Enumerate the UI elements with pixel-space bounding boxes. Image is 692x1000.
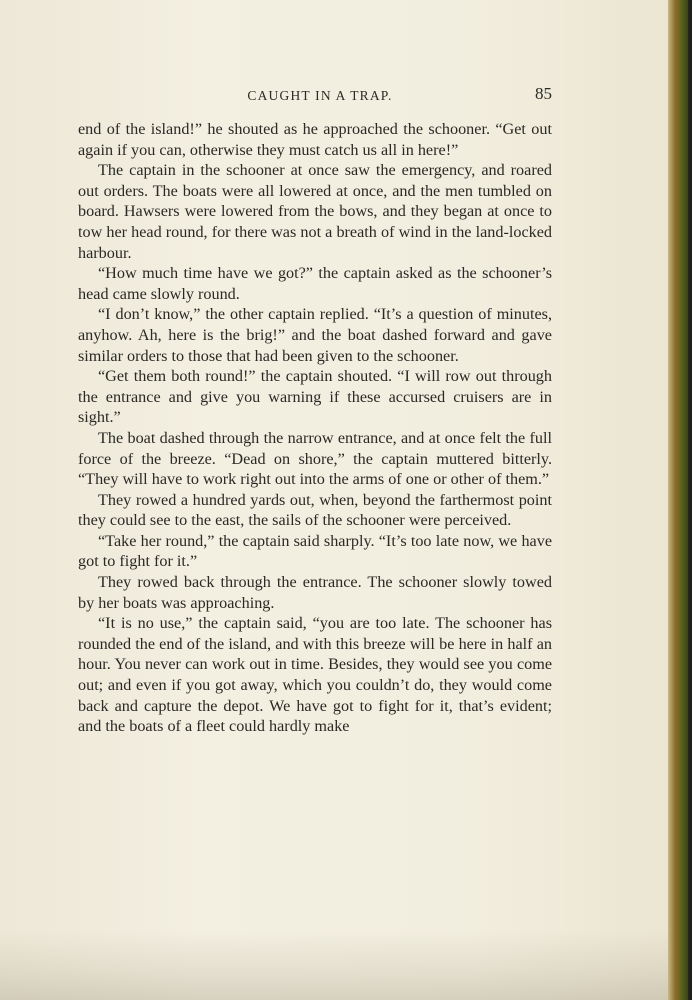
paragraph: “Take her round,” the captain said sharply. “It’s too late now, we have got to fight for it.”: [78, 531, 552, 571]
running-title: CAUGHT IN A TRAP.: [247, 88, 393, 103]
page-header: [78, 84, 552, 106]
paragraph: “Get them both round!” the captain shouted. “I will row out through the entrance and give you warning if these accursed cruisers are in sight.”: [78, 367, 552, 427]
paragraph: end of the island!” he shouted as he approached the schooner. “Get out again if you can, otherwise they must catch us all in here!”: [78, 120, 552, 159]
body-text: [78, 119, 552, 737]
page-shadow: [0, 930, 668, 1000]
paragraph: The boat dashed through the narrow entrance, and at once felt the full force of the breeze. “Dead on shore,” the captain muttered bitterly. “They will have to work right out into the arms of one or other of them.”: [78, 428, 552, 489]
page-number: 85: [535, 84, 552, 103]
paragraph: They rowed a hundred yards out, when, beyond the farthermost point they could see to the east, the sails of the schooner were perceived.: [78, 490, 552, 530]
paragraph: The captain in the schooner at once saw the emergency, and roared out orders. The boats were all lowered at once, and the men tumbled on board. Hawsers were lowered from the bows, and they began at once to tow her head round, for there was not a breath of wind in the land-locked harbour.: [78, 161, 552, 262]
paragraph: “It is no use,” the captain said, “you are too late. The schooner has rounded the end of the island, and with this breeze will be here in half an hour. You never can work out in time. Besides, they would see you come out; and even if you got away, which you couldn’t do, they would come back and capture the depot. We have got to fight for it, that’s evident; and the boats of a fleet could hardly make: [78, 614, 552, 736]
book-spine-edge: [680, 0, 688, 1000]
paragraph: They rowed back through the entrance. The schooner slowly towed by her boats was approaching.: [78, 573, 552, 612]
paragraph: “How much time have we got?” the captain asked as the schooner’s head came slowly round.: [78, 264, 552, 303]
paragraph: “I don’t know,” the other captain replied. “It’s a question of minutes, anyhow. Ah, here is the brig!” and the boat dashed forward and gave similar orders to those that had been given to the schooner.: [78, 305, 552, 365]
